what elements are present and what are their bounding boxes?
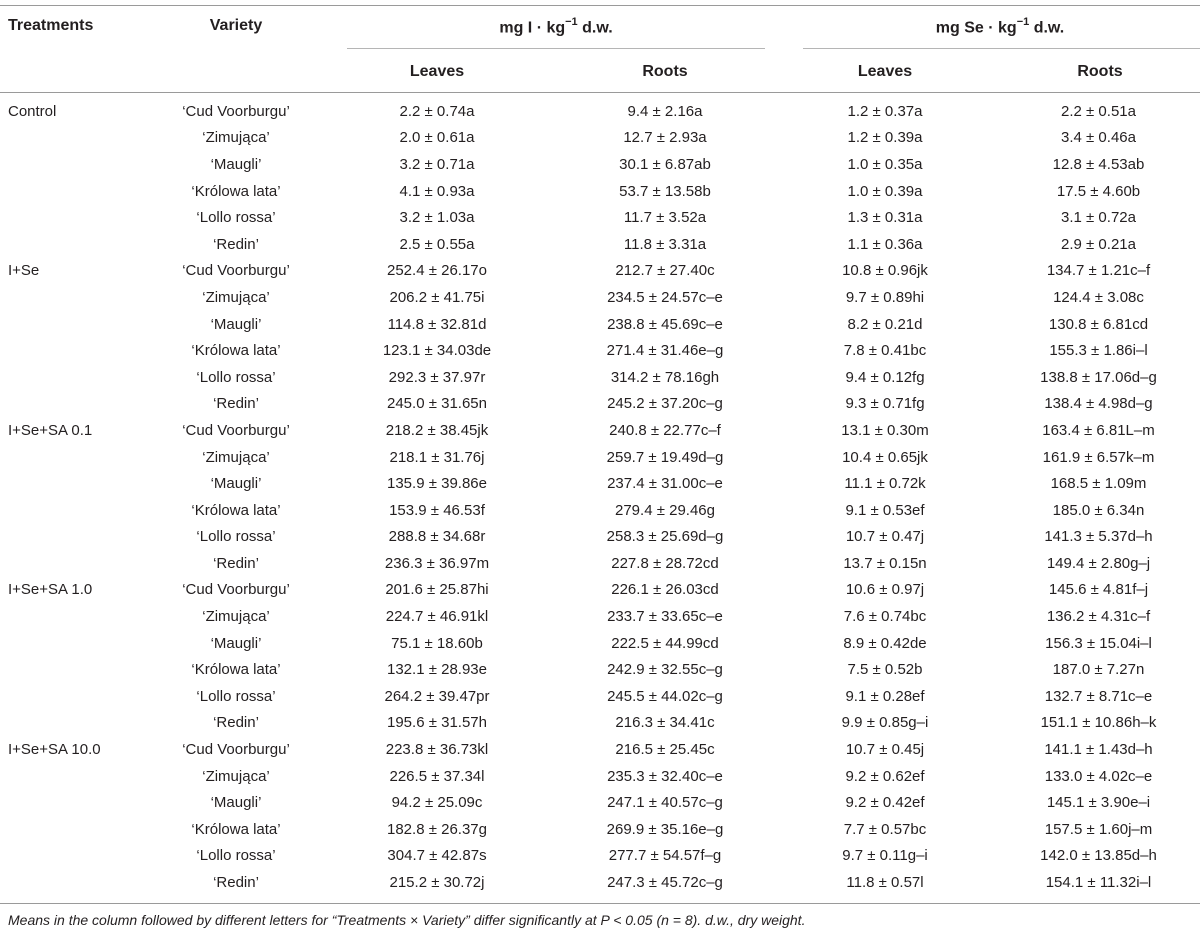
se-roots-cell: 136.2 ± 4.31c–f xyxy=(1046,608,1151,626)
se-roots-cell: 154.1 ± 11.32i–l xyxy=(1045,874,1152,892)
se-roots-cell: 138.8 ± 17.06d–g xyxy=(1040,368,1157,386)
variety-cell: ‘Redin’ xyxy=(213,235,259,253)
table-row xyxy=(0,258,1200,285)
i-leaves-cell: 3.2 ± 0.71a xyxy=(399,155,475,173)
se-leaves-cell: 10.7 ± 0.45j xyxy=(845,741,925,759)
top-rule xyxy=(0,5,1200,6)
treatment-cell xyxy=(0,630,155,657)
variety-cell: ‘Cud Voorburgu’ xyxy=(182,741,290,759)
i-leaves-cell: 226.5 ± 37.34l xyxy=(389,767,485,785)
header-se-leaves: Leaves xyxy=(857,63,913,80)
i-leaves-cell: 4.1 ± 0.93a xyxy=(399,182,475,200)
table-row xyxy=(0,869,1200,896)
treatment-cell xyxy=(0,391,155,418)
i-roots-cell: 11.8 ± 3.31a xyxy=(623,235,707,253)
se-leaves-cell: 1.0 ± 0.35a xyxy=(847,155,923,173)
header-variety: Variety xyxy=(209,17,263,34)
i-roots-cell: 242.9 ± 32.55c–g xyxy=(607,661,723,679)
table-row xyxy=(0,151,1200,178)
i-roots-cell: 11.7 ± 3.52a xyxy=(623,209,707,227)
table-row xyxy=(0,391,1200,418)
table-row xyxy=(0,231,1200,258)
se-leaves-cell: 10.8 ± 0.96jk xyxy=(842,262,928,280)
header-treatments: Treatments xyxy=(8,17,94,34)
se-roots-cell: 156.3 ± 15.04i–l xyxy=(1045,634,1152,652)
treatment-cell xyxy=(0,125,155,152)
table-row xyxy=(0,524,1200,551)
i-leaves-cell: 182.8 ± 26.37g xyxy=(387,820,487,838)
variety-cell: ‘Maugli’ xyxy=(210,155,262,173)
se-leaves-cell: 9.9 ± 0.85g–i xyxy=(841,714,929,732)
i-leaves-cell: 3.2 ± 1.03a xyxy=(399,209,475,227)
i-roots-cell: 235.3 ± 32.40c–e xyxy=(607,767,723,785)
se-roots-cell: 3.1 ± 0.72a xyxy=(1061,209,1136,227)
header-bottom-rule xyxy=(0,92,1200,93)
i-leaves-cell: 132.1 ± 28.93e xyxy=(387,661,487,679)
i-roots-cell: 227.8 ± 28.72cd xyxy=(611,554,719,572)
se-leaves-cell: 1.2 ± 0.37a xyxy=(847,102,923,120)
se-roots-cell: 187.0 ± 7.27n xyxy=(1052,661,1145,679)
i-roots-cell: 240.8 ± 22.77c–f xyxy=(609,421,721,439)
se-roots-cell: 141.3 ± 5.37d–h xyxy=(1044,528,1153,546)
variety-cell: ‘Zimująca’ xyxy=(202,288,270,306)
variety-cell: ‘Zimująca’ xyxy=(202,767,270,785)
variety-cell: ‘Lollo rossa’ xyxy=(196,528,276,546)
variety-cell: ‘Lollo rossa’ xyxy=(196,209,276,227)
variety-cell: ‘Lollo rossa’ xyxy=(196,368,276,386)
i-leaves-cell: 75.1 ± 18.60b xyxy=(391,634,483,652)
i-roots-cell: 314.2 ± 78.16gh xyxy=(610,368,720,386)
se-roots-cell: 151.1 ± 10.86h–k xyxy=(1040,714,1157,732)
header-group-i-exponent: −1 xyxy=(565,16,578,28)
variety-cell: ‘Lollo rossa’ xyxy=(196,687,276,705)
variety-cell: ‘Maugli’ xyxy=(210,475,262,493)
i-roots-cell: 259.7 ± 19.49d–g xyxy=(606,448,724,466)
i-leaves-cell: 224.7 ± 46.91kl xyxy=(385,608,489,626)
table-row xyxy=(0,497,1200,524)
se-roots-cell: 185.0 ± 6.34n xyxy=(1052,501,1145,519)
se-leaves-cell: 7.7 ± 0.57bc xyxy=(843,820,927,838)
se-roots-cell: 12.8 ± 4.53ab xyxy=(1052,155,1145,173)
i-leaves-cell: 123.1 ± 34.03de xyxy=(382,342,492,360)
treatment-cell xyxy=(0,710,155,737)
i-leaves-cell: 201.6 ± 25.87hi xyxy=(385,581,489,599)
treatment-cell xyxy=(0,364,155,391)
se-roots-cell: 2.9 ± 0.21a xyxy=(1061,235,1136,253)
table-row xyxy=(0,178,1200,205)
table-row xyxy=(0,577,1200,604)
se-leaves-cell: 1.0 ± 0.39a xyxy=(847,182,923,200)
se-roots-cell: 155.3 ± 1.86i–l xyxy=(1049,342,1148,360)
se-roots-cell: 149.4 ± 2.80g–j xyxy=(1046,554,1151,572)
bottom-rule xyxy=(0,903,1200,904)
treatment-cell xyxy=(0,444,155,471)
se-roots-cell: 145.1 ± 3.90e–i xyxy=(1046,794,1151,812)
treatment-cell xyxy=(0,524,155,551)
i-roots-cell: 277.7 ± 54.57f–g xyxy=(608,847,722,865)
treatment-cell: Control xyxy=(8,102,57,120)
data-table xyxy=(0,98,1200,896)
table-row xyxy=(0,763,1200,790)
se-roots-cell: 161.9 ± 6.57k–m xyxy=(1042,448,1155,466)
variety-cell: ‘Redin’ xyxy=(213,554,259,572)
i-leaves-cell: 153.9 ± 46.53f xyxy=(389,501,485,519)
variety-cell: ‘Królowa lata’ xyxy=(191,342,281,360)
variety-cell: ‘Zimująca’ xyxy=(202,608,270,626)
se-roots-cell: 157.5 ± 1.60j–m xyxy=(1044,820,1153,838)
i-leaves-cell: 215.2 ± 30.72j xyxy=(389,874,485,892)
header-se-roots: Roots xyxy=(1077,63,1123,80)
variety-cell: ‘Redin’ xyxy=(213,395,259,413)
se-leaves-cell: 9.2 ± 0.62ef xyxy=(845,767,925,785)
se-leaves-cell: 10.6 ± 0.97j xyxy=(845,581,925,599)
se-leaves-cell: 9.1 ± 0.53ef xyxy=(845,501,925,519)
i-roots-cell: 216.5 ± 25.45c xyxy=(615,741,715,759)
treatment-cell xyxy=(0,816,155,843)
treatment-cell xyxy=(0,603,155,630)
table-row xyxy=(0,470,1200,497)
treatment-cell xyxy=(0,284,155,311)
se-leaves-cell: 11.8 ± 0.57l xyxy=(846,874,924,892)
table-row xyxy=(0,550,1200,577)
i-roots-cell: 247.1 ± 40.57c–g xyxy=(607,794,723,812)
se-roots-cell: 134.7 ± 1.21c–f xyxy=(1046,262,1151,280)
header-group-i xyxy=(499,17,612,37)
i-roots-cell: 245.5 ± 44.02c–g xyxy=(607,687,723,705)
se-roots-cell: 141.1 ± 1.43d–h xyxy=(1044,741,1153,759)
table-footnote: Means in the column followed by different letters for “Treatments × Variety” differ significantly at P < 0.05 (n = 8). d.w., dry weight. xyxy=(8,912,806,928)
treatment-cell xyxy=(0,204,155,231)
se-roots-cell: 163.4 ± 6.81L–m xyxy=(1042,421,1155,439)
table-row xyxy=(0,789,1200,816)
i-roots-cell: 269.9 ± 35.16e–g xyxy=(606,820,724,838)
i-leaves-cell: 114.8 ± 32.81d xyxy=(387,315,487,333)
treatment-cell xyxy=(0,470,155,497)
treatment-cell xyxy=(0,656,155,683)
se-roots-cell: 142.0 ± 13.85d–h xyxy=(1040,847,1157,865)
variety-cell: ‘Redin’ xyxy=(213,874,259,892)
se-leaves-cell: 9.7 ± 0.11g–i xyxy=(842,847,928,865)
table-row xyxy=(0,98,1200,125)
treatment-cell xyxy=(0,497,155,524)
table-row xyxy=(0,444,1200,471)
se-leaves-cell: 11.1 ± 0.72k xyxy=(844,475,926,493)
variety-cell: ‘Cud Voorburgu’ xyxy=(182,102,290,120)
i-roots-cell: 212.7 ± 27.40c xyxy=(615,262,715,280)
i-leaves-cell: 245.0 ± 31.65n xyxy=(387,395,487,413)
treatment-cell xyxy=(0,683,155,710)
se-roots-cell: 145.6 ± 4.81f–j xyxy=(1048,581,1149,599)
header-group-se-exponent: −1 xyxy=(1016,16,1030,28)
table-row xyxy=(0,125,1200,152)
i-roots-cell: 234.5 ± 24.57c–e xyxy=(607,288,723,306)
treatment-cell xyxy=(0,869,155,896)
header-group-se xyxy=(936,17,1064,37)
variety-cell: ‘Maugli’ xyxy=(210,315,262,333)
table-row xyxy=(0,337,1200,364)
i-leaves-cell: 288.8 ± 34.68r xyxy=(388,528,486,546)
table-row xyxy=(0,736,1200,763)
i-roots-cell: 279.4 ± 29.46g xyxy=(615,501,715,519)
i-leaves-cell: 218.1 ± 31.76j xyxy=(389,448,485,466)
se-roots-cell: 2.2 ± 0.51a xyxy=(1061,102,1136,120)
i-leaves-cell: 206.2 ± 41.75i xyxy=(389,288,485,306)
se-leaves-cell: 9.3 ± 0.71fg xyxy=(845,395,925,413)
se-roots-cell: 17.5 ± 4.60b xyxy=(1056,182,1141,200)
se-leaves-cell: 1.3 ± 0.31a xyxy=(847,209,923,227)
i-leaves-cell: 2.2 ± 0.74a xyxy=(399,102,475,120)
i-leaves-cell: 292.3 ± 37.97r xyxy=(388,368,486,386)
header-group-i-unit: d.w. xyxy=(577,19,613,37)
header-group-se-unit: d.w. xyxy=(1029,19,1065,37)
table-row xyxy=(0,656,1200,683)
i-roots-cell: 9.4 ± 2.16a xyxy=(627,102,703,120)
se-roots-cell: 168.5 ± 1.09m xyxy=(1050,475,1147,493)
header-group-i-label: mg I · kg xyxy=(499,19,566,37)
se-group-underline xyxy=(803,48,1200,49)
header-i-roots: Roots xyxy=(642,63,688,80)
treatment-cell xyxy=(0,231,155,258)
i-leaves-cell: 252.4 ± 26.17o xyxy=(387,262,487,280)
table-row xyxy=(0,311,1200,338)
i-roots-cell: 53.7 ± 13.58b xyxy=(619,182,711,200)
variety-cell: ‘Lollo rossa’ xyxy=(196,847,276,865)
table-row xyxy=(0,816,1200,843)
variety-cell: ‘Maugli’ xyxy=(210,634,262,652)
i-leaves-cell: 195.6 ± 31.57h xyxy=(387,714,487,732)
variety-cell: ‘Królowa lata’ xyxy=(191,182,281,200)
header-i-leaves: Leaves xyxy=(409,63,465,80)
se-roots-cell: 132.7 ± 8.71c–e xyxy=(1044,687,1153,705)
se-leaves-cell: 1.2 ± 0.39a xyxy=(847,129,923,147)
i-leaves-cell: 2.5 ± 0.55a xyxy=(399,235,475,253)
i-group-underline xyxy=(347,48,765,49)
i-roots-cell: 12.7 ± 2.93a xyxy=(623,129,707,147)
variety-cell: ‘Zimująca’ xyxy=(202,129,270,147)
i-roots-cell: 216.3 ± 34.41c xyxy=(615,714,715,732)
se-leaves-cell: 10.4 ± 0.65jk xyxy=(842,448,928,466)
treatment-cell xyxy=(0,178,155,205)
treatment-cell: I+Se+SA 10.0 xyxy=(8,741,101,759)
i-roots-cell: 233.7 ± 33.65c–e xyxy=(607,608,723,626)
variety-cell: ‘Królowa lata’ xyxy=(191,501,281,519)
table-row xyxy=(0,683,1200,710)
se-leaves-cell: 7.6 ± 0.74bc xyxy=(843,608,927,626)
se-leaves-cell: 13.7 ± 0.15n xyxy=(843,554,927,572)
se-leaves-cell: 10.7 ± 0.47j xyxy=(845,528,925,546)
i-roots-cell: 238.8 ± 45.69c–e xyxy=(607,315,723,333)
i-leaves-cell: 236.3 ± 36.97m xyxy=(384,554,490,572)
table-row xyxy=(0,417,1200,444)
variety-cell: ‘Królowa lata’ xyxy=(191,820,281,838)
variety-cell: ‘Królowa lata’ xyxy=(191,661,281,679)
se-leaves-cell: 9.1 ± 0.28ef xyxy=(845,687,925,705)
treatment-cell xyxy=(0,843,155,870)
i-leaves-cell: 264.2 ± 39.47pr xyxy=(384,687,490,705)
table-row xyxy=(0,284,1200,311)
i-roots-cell: 271.4 ± 31.46e–g xyxy=(606,342,724,360)
table-row xyxy=(0,630,1200,657)
variety-cell: ‘Zimująca’ xyxy=(202,448,270,466)
i-leaves-cell: 135.9 ± 39.86e xyxy=(387,475,487,493)
table-row xyxy=(0,843,1200,870)
treatment-cell: I+Se+SA 0.1 xyxy=(8,421,93,439)
se-roots-cell: 138.4 ± 4.98d–g xyxy=(1044,395,1153,413)
i-leaves-cell: 94.2 ± 25.09c xyxy=(391,794,483,812)
se-leaves-cell: 1.1 ± 0.36a xyxy=(847,235,923,253)
se-leaves-cell: 8.9 ± 0.42de xyxy=(843,634,927,652)
header-group-se-label: mg Se · kg xyxy=(935,19,1017,37)
variety-cell: ‘Cud Voorburgu’ xyxy=(182,581,290,599)
treatment-cell: I+Se xyxy=(8,262,40,280)
variety-cell: ‘Redin’ xyxy=(213,714,259,732)
variety-cell: ‘Cud Voorburgu’ xyxy=(182,262,290,280)
i-roots-cell: 222.5 ± 44.99cd xyxy=(611,634,719,652)
se-roots-cell: 124.4 ± 3.08c xyxy=(1053,288,1144,306)
table-row xyxy=(0,710,1200,737)
treatment-cell xyxy=(0,763,155,790)
i-leaves-cell: 2.0 ± 0.61a xyxy=(399,129,475,147)
se-leaves-cell: 7.5 ± 0.52b xyxy=(847,661,923,679)
treatment-cell: I+Se+SA 1.0 xyxy=(8,581,93,599)
variety-cell: ‘Maugli’ xyxy=(210,794,262,812)
table-row xyxy=(0,204,1200,231)
i-roots-cell: 258.3 ± 25.69d–g xyxy=(606,528,724,546)
table-row xyxy=(0,364,1200,391)
se-leaves-cell: 8.2 ± 0.21d xyxy=(847,315,923,333)
se-leaves-cell: 7.8 ± 0.41bc xyxy=(843,342,927,360)
treatment-cell xyxy=(0,151,155,178)
variety-cell: ‘Cud Voorburgu’ xyxy=(182,421,290,439)
i-roots-cell: 237.4 ± 31.00c–e xyxy=(607,475,723,493)
i-roots-cell: 247.3 ± 45.72c–g xyxy=(607,874,723,892)
se-leaves-cell: 9.7 ± 0.89hi xyxy=(845,288,925,306)
se-leaves-cell: 13.1 ± 0.30m xyxy=(841,421,929,439)
table-row xyxy=(0,603,1200,630)
i-leaves-cell: 218.2 ± 38.45jk xyxy=(385,421,489,439)
i-roots-cell: 245.2 ± 37.20c–g xyxy=(607,395,723,413)
treatment-cell xyxy=(0,311,155,338)
table-body xyxy=(0,98,1200,896)
treatment-cell xyxy=(0,337,155,364)
se-leaves-cell: 9.4 ± 0.12fg xyxy=(845,368,925,386)
i-roots-cell: 226.1 ± 26.03cd xyxy=(611,581,719,599)
se-roots-cell: 133.0 ± 4.02c–e xyxy=(1044,767,1153,785)
i-leaves-cell: 223.8 ± 36.73kl xyxy=(385,741,489,759)
treatment-cell xyxy=(0,550,155,577)
se-roots-cell: 3.4 ± 0.46a xyxy=(1061,129,1136,147)
i-leaves-cell: 304.7 ± 42.87s xyxy=(387,847,487,865)
treatment-cell xyxy=(0,789,155,816)
i-roots-cell: 30.1 ± 6.87ab xyxy=(619,155,711,173)
se-leaves-cell: 9.2 ± 0.42ef xyxy=(845,794,925,812)
se-roots-cell: 130.8 ± 6.81cd xyxy=(1048,315,1149,333)
